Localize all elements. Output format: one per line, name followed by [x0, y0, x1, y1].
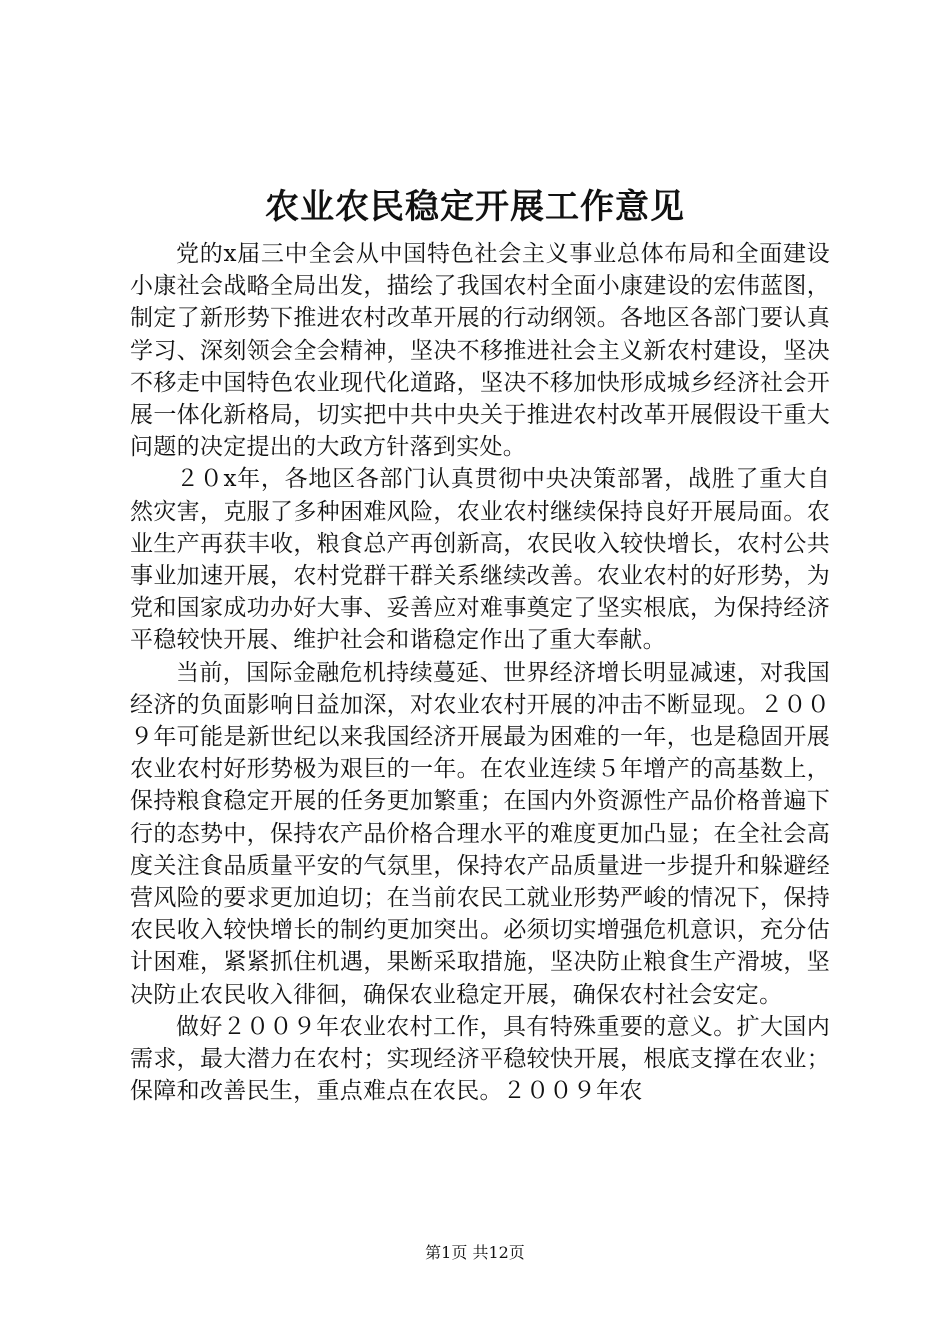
paragraph-2: ２０x年，各地区各部门认真贯彻中央决策部署，战胜了重大自然灾害，克服了多种困难风险，农业农村继续保持良好开展局面。农业生产再获丰收，粮食总产再创新高，农民收入较快增长，农村公共事业加速开展，农村党群干群关系继续改善。农业农村的好形势，为党和国家成功办好大事、妥善应对难事奠定了坚实根底，为保持经济平稳较快开展、维护社会和谐稳定作出了重大奉献。	[130, 466, 830, 654]
document-title: 农业农民稳定开展工作意见	[265, 187, 685, 227]
paragraph-3: 当前，国际金融危机持续蔓延、世界经济增长明显减速，对我国经济的负面影响日益加深，对农业农村开展的冲击不断显现。２００９年可能是新世纪以来我国经济开展最为困难的一年，也是稳固开展农业农村好形势极为艰巨的一年。在农业连续５年增产的高基数上，保持粮食稳定开展的任务更加繁重；在国内外资源性产品价格普遍下行的态势中，保持农产品价格合理水平的难度更加凸显；在全社会高度关注食品质量平安的气氛里，保持农产品质量进一步提升和躲避经营风险的要求更加迫切；在当前农民工就业形势严峻的情况下，保持农民收入较快增长的制约更加突出。必须切实增强危机意识，充分估计困难，紧紧抓住机遇，果断采取措施，坚决防止粮食生产滑坡，坚决防止农民收入徘徊，确保农业稳定开展，确保农村社会安定。	[130, 659, 830, 1008]
document-body	[130, 238, 830, 1107]
page-number-footer: 第1页 共12页	[425, 1243, 525, 1262]
paragraph-4: 做好２００９年农业农村工作，具有特殊重要的意义。扩大国内需求，最大潜力在农村；实现经济平稳较快开展，根底支撑在农业；保障和改善民生，重点难点在农民。２００９年农	[130, 1013, 830, 1105]
paragraph-1: 党的x届三中全会从中国特色社会主义事业总体布局和全面建设小康社会战略全局出发，描绘了我国农村全面小康建设的宏伟蓝图，制定了新形势下推进农村改革开展的行动纲领。各地区各部门要认真学习、深刻领会全会精神，坚决不移推进社会主义新农村建设，坚决不移走中国特色农业现代化道路，坚决不移加快形成城乡经济社会开展一体化新格局，切实把中共中央关于推进农村改革开展假设干重大问题的决定提出的大政方针落到实处。	[130, 241, 830, 461]
